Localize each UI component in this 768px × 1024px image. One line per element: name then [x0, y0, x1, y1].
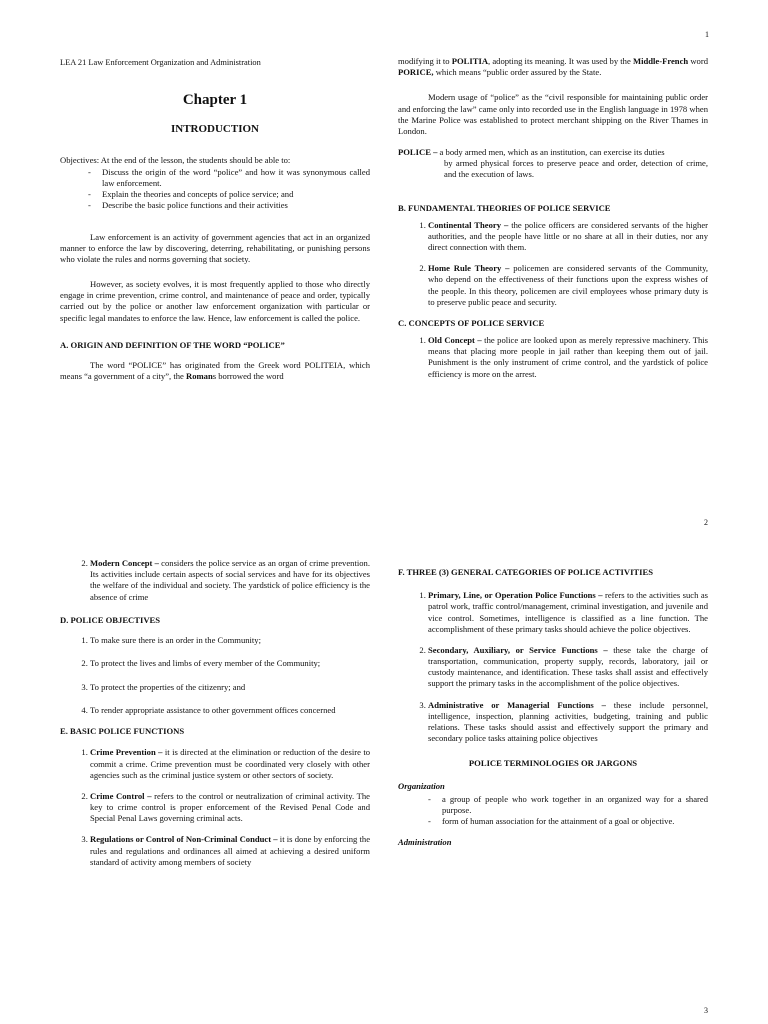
- text-run: s borrowed the word: [212, 371, 284, 382]
- definition: it is done by enforcing the rules and regulations and ordinances all aimed at achieving a desired uniform standard of activity among members of society: [90, 834, 371, 867]
- list-item: [428, 645, 708, 690]
- term: Home Rule Theory –: [428, 263, 510, 274]
- page1-right-column: [398, 58, 708, 390]
- text-run-bold: Middle-French: [632, 56, 689, 66]
- term: Crime Prevention –: [90, 747, 163, 758]
- text-run: word: [688, 56, 708, 66]
- chapter-title: Chapter 1: [182, 91, 248, 108]
- term: Regulations or Control of Non-Criminal Conduct –: [90, 834, 278, 845]
- term: Continental Theory –: [428, 219, 509, 230]
- page-number: 3: [704, 1006, 708, 1015]
- text-run: , adopting its meaning. It was used by the: [488, 56, 633, 66]
- text-run-bold: Roman: [186, 371, 213, 382]
- heading-section-c: C. CONCEPTS OF POLICE SERVICE: [398, 317, 545, 328]
- page-number: 2: [704, 518, 708, 527]
- definition: considers the police service as an organ of crime prevention. Its activities include certain aspects of social services and have for its objectives the welfare of the individual and society. The yardstick of police efficiency is the absence of crime: [90, 558, 370, 602]
- definition: the police officers are considered servants of the higher authorities, and the people have little or no share at all in their duties, nor any direct connection with them.: [428, 219, 708, 253]
- objective-item: - Discuss the origin of the word “police” and how it was synonymous called law enforcement.: [102, 167, 370, 189]
- objectives-intro: Objectives: At the end of the lesson, the students should be able to:: [60, 154, 291, 165]
- list-item: [428, 590, 708, 635]
- section-title-introduction: INTRODUCTION: [170, 123, 259, 136]
- functions-list: [60, 747, 370, 868]
- paragraph-origin: [60, 360, 370, 382]
- theories-list: [398, 220, 708, 308]
- list-item: [90, 747, 370, 781]
- definition-item: - a group of people who work together in an organized way for a shared purpose.: [442, 794, 708, 816]
- list-item: [428, 263, 708, 308]
- list-item: [428, 220, 708, 254]
- definition: the police are looked upon as merely repressive machinery. This means that placing more people in jail rather than keeping them out of jail. Punishment is the only instrument of crime control, and the yardstick of police efficiency is more on the arrest.: [428, 335, 708, 379]
- definition-item: - form of human association for the attainment of a goal or objective.: [442, 816, 708, 827]
- objectives-list: [60, 167, 370, 212]
- heading-section-b: B. FUNDAMENTAL THEORIES OF POLICE SERVICE: [398, 202, 611, 213]
- text-run: modifying it to: [398, 56, 452, 66]
- list-item: 1. To make sure there is an order in the Community;: [90, 632, 370, 648]
- list-item: [90, 834, 370, 868]
- term-organization: Organization: [398, 781, 445, 792]
- page-number: 1: [705, 30, 709, 39]
- police-objectives-list: [60, 632, 370, 718]
- list-item: 3. To protect the properties of the citizenry; and: [90, 679, 370, 695]
- objective-item: - Describe the basic police functions and their activities: [102, 200, 370, 211]
- list-item: [90, 558, 370, 603]
- paragraph-society-evolves: However, as society evolves, it is most frequently applied to those who directly engage in crime prevention, crime control, and maintenance of peace and order, typically carried out by the police or another law enforcement organization with particular or specific legal mandates to enforce the law. Hence, law enforcement is called the police.: [60, 279, 370, 323]
- list-item: 4. To render appropriate assistance to other government offices concerned: [90, 702, 370, 718]
- term: Secondary, Auxiliary, or Service Functions –: [428, 644, 608, 655]
- term: Crime Control –: [90, 790, 152, 801]
- text-run: which means “public order assured by the State.: [433, 67, 602, 78]
- text-run: by armed physical forces to preserve peace and order, detection of crime, and the execution of laws.: [444, 158, 708, 180]
- term: Administrative or Managerial Functions –: [428, 699, 606, 710]
- text-run-bold: PORICE,: [398, 67, 434, 78]
- paragraph-origin-continued: [398, 56, 708, 78]
- definition: policemen are considered servants of the Community, who depend on the effectiveness of their functions upon the express wishes of the people. In this theory, policemen are civil employees whose primary duty is to preserve public peace and security.: [428, 263, 708, 307]
- list-item: [428, 335, 708, 380]
- heading-section-a: A. ORIGIN AND DEFINITION OF THE WORD “POLICE”: [60, 339, 285, 350]
- page2-left-column: [60, 558, 370, 878]
- definition: refers to the control or neutralization of criminal activity. The key to crime control is proper enforcement of the Revised Penal Code and Special Penal Laws governing criminal acts.: [90, 790, 370, 824]
- terminologies-title: POLICE TERMINOLOGIES OR JARGONS: [468, 758, 638, 769]
- document-page-2: [0, 512, 768, 1024]
- term-administration: Administration: [398, 837, 452, 848]
- page2-right-column: [398, 567, 708, 848]
- list-item: [428, 700, 708, 745]
- definition: these take the charge of transportation, communication, property supply, records, laboratory, jail or custody maintenance, and identification. These tasks shall assist and effectively support the primary tasks in the accomplishment of the police objectives.: [428, 644, 708, 689]
- paragraph-law-enforcement: Law enforcement is an activity of government agencies that act in an organized manner to enforce the law by discovering, deterring, rehabilitating, or punishing persons who violate the rules and norms governing that society.: [60, 231, 370, 264]
- heading-section-f: F. THREE (3) GENERAL CATEGORIES OF POLICE ACTIVITIES: [398, 567, 654, 577]
- term: Primary, Line, or Operation Police Functions –: [428, 590, 603, 601]
- organization-definitions: [398, 794, 708, 828]
- heading-section-e: E. BASIC POLICE FUNCTIONS: [60, 726, 185, 737]
- definition: it is directed at the elimination or reduction of the desire to commit a crime. Crime prevention must be coordinated very closely with other agencies such as the criminal justice system or other sectors of society.: [90, 747, 371, 780]
- definition: refers to the activities such as patrol work, traffic control/management, criminal investigation, and juvenile and vice control. Sometimes, intelligence is classified as a line function. The accomplishment of these primary tasks should achieve the police objectives.: [428, 590, 708, 634]
- text-run: The word “POLICE” has originated from the Greek word POLITEIA, which means “a government of a city”, the: [60, 359, 370, 382]
- list-item: 2. To protect the lives and limbs of every member of the Community;: [90, 655, 370, 671]
- concepts-list-continued: [60, 558, 370, 603]
- term: Old Concept –: [428, 335, 482, 346]
- term-police: POLICE –: [398, 147, 438, 158]
- course-header: LEA 21 Law Enforcement Organization and Administration: [60, 58, 261, 67]
- activities-list: [398, 590, 708, 744]
- concepts-list: [398, 335, 708, 380]
- police-definition: [398, 147, 708, 181]
- page1-left-column: [60, 58, 370, 382]
- list-item: [90, 791, 370, 825]
- text-run-bold: POLITIA: [451, 56, 489, 66]
- heading-section-d: D. POLICE OBJECTIVES: [60, 614, 161, 625]
- paragraph-modern-usage: Modern usage of “police” as the “civil responsible for maintaining public order and enforcing the law” came only into recorded use in the English language in 1978 when the Marine Police was established to protect merchant shipping on the River Thames in London.: [398, 92, 708, 136]
- term: Modern Concept –: [90, 558, 159, 568]
- objective-item: - Explain the theories and concepts of police service; and: [102, 189, 370, 200]
- text-run: a body armed men, which as an institution, can exercise its duties: [437, 147, 665, 158]
- definition: these include personnel, intelligence, inspection, planning activities, budgeting, training and public relations. These tasks should assist and effectively support the primary and secondary police tasks attaining police objectives: [428, 699, 708, 744]
